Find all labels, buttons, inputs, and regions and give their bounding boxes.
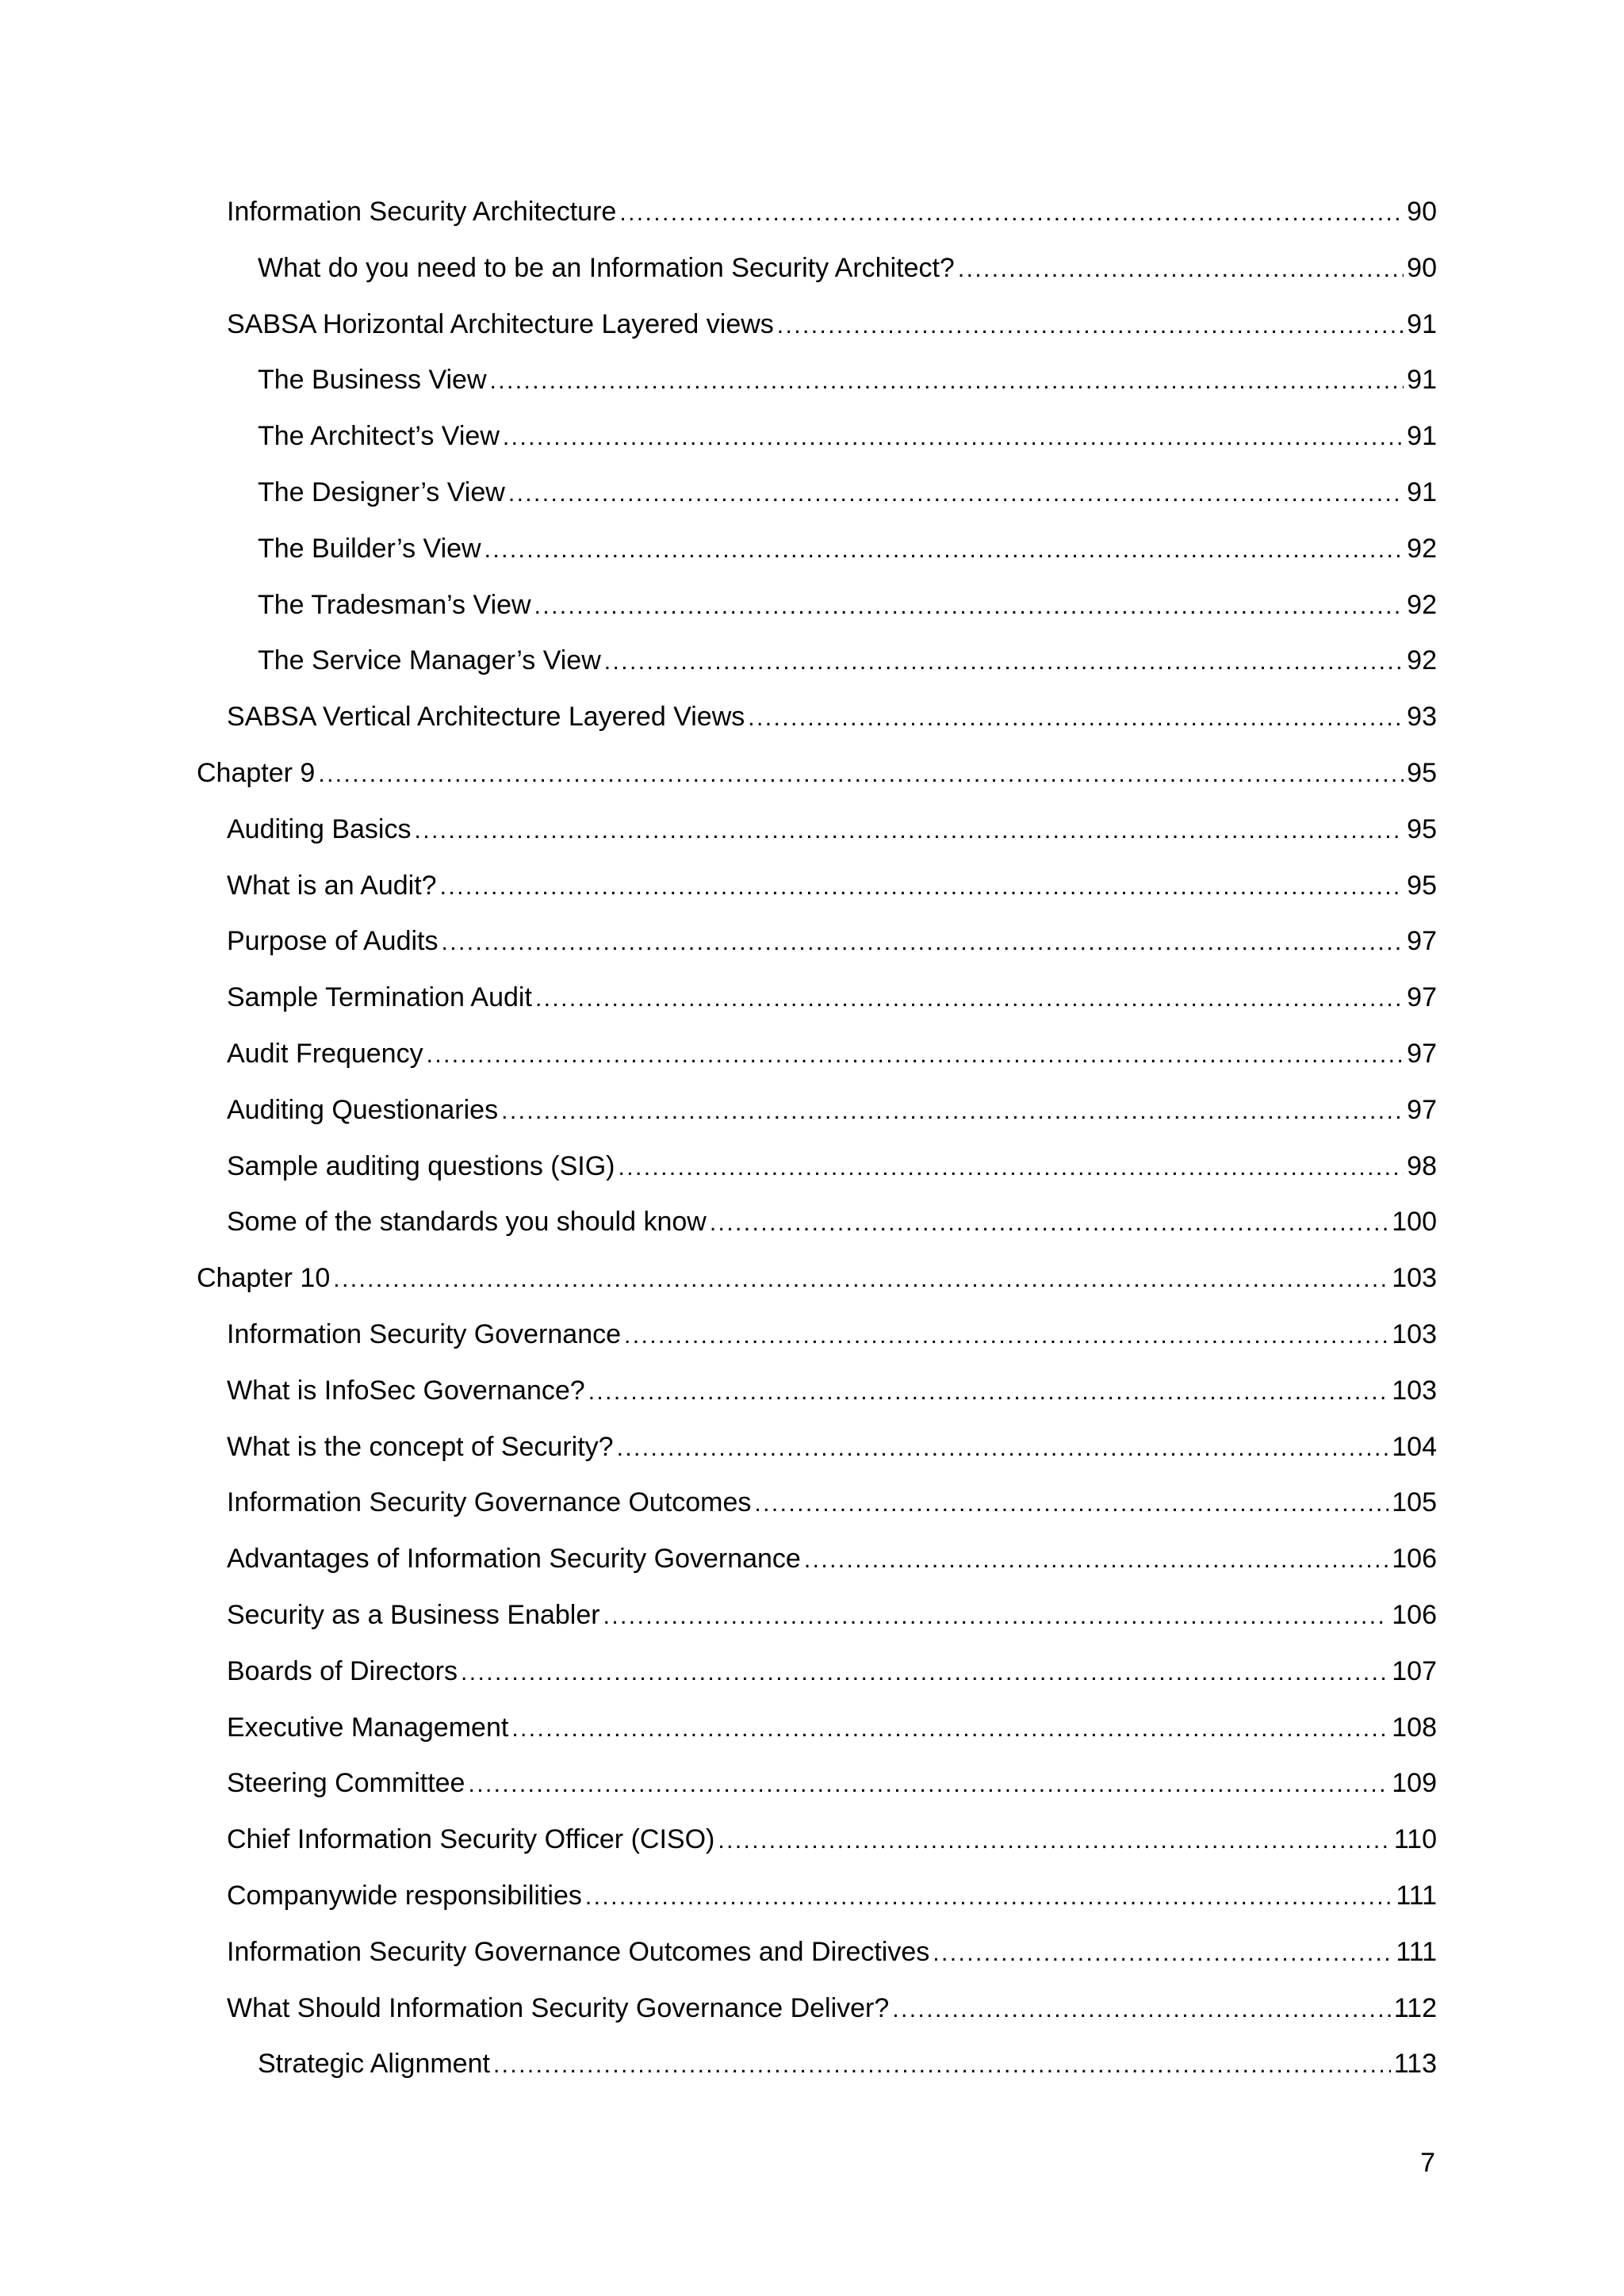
toc-entry[interactable] (197, 1766, 1437, 1822)
toc-entry-title: Sample Termination Audit (227, 982, 532, 1013)
toc-entry[interactable] (197, 1036, 1437, 1093)
toc-dot-leader (617, 1431, 1389, 1466)
toc-entry-title: The Business View (258, 365, 487, 396)
toc-entry-title: Companywide responsibilities (227, 1880, 582, 1911)
toc-entry-title: Auditing Basics (227, 813, 412, 844)
toc-dot-leader (618, 1150, 1404, 1185)
toc-entry-title: Information Security Governance (227, 1318, 622, 1349)
toc-dot-leader (933, 1936, 1392, 1971)
toc-dot-leader (503, 420, 1404, 455)
toc-entry-page-number: 92 (1407, 589, 1437, 620)
toc-entry[interactable] (197, 307, 1437, 363)
toc-entry-page-number: 91 (1407, 308, 1437, 339)
toc-entry-title: What Should Information Security Governance Deliver? (227, 1992, 890, 2023)
toc-entry-title: The Builder’s View (258, 533, 481, 564)
toc-entry-title: The Designer’s View (258, 476, 505, 507)
toc-entry[interactable] (197, 699, 1437, 756)
toc-dot-leader (318, 757, 1404, 792)
toc-entry[interactable] (197, 2046, 1437, 2103)
toc-entry-title: The Architect’s View (258, 421, 500, 452)
toc-dot-leader (535, 982, 1404, 1016)
toc-dot-leader (748, 701, 1404, 736)
toc-entry[interactable] (197, 1261, 1437, 1317)
toc-entry[interactable] (197, 1710, 1437, 1766)
toc-entry-page-number: 108 (1392, 1712, 1437, 1743)
toc-entry-page-number: 103 (1392, 1375, 1437, 1406)
toc-entry[interactable] (197, 1485, 1437, 1541)
toc-entry-page-number: 91 (1407, 365, 1437, 396)
toc-dot-leader (442, 925, 1404, 960)
toc-entry[interactable] (197, 1822, 1437, 1878)
toc-entry[interactable] (197, 1878, 1437, 1934)
toc-dot-leader (493, 2048, 1391, 2083)
toc-entry[interactable] (197, 1429, 1437, 1486)
toc-dot-leader (490, 364, 1404, 399)
toc-entry[interactable] (197, 643, 1437, 699)
toc-entry-title: Executive Management (227, 1712, 509, 1743)
toc-dot-leader (588, 1375, 1389, 1410)
toc-entry[interactable] (197, 475, 1437, 531)
toc-entry-title: Security as a Business Enabler (227, 1599, 600, 1630)
toc-entry-page-number: 92 (1407, 533, 1437, 564)
toc-entry-page-number: 97 (1407, 1094, 1437, 1125)
toc-dot-leader (718, 1823, 1390, 1858)
toc-dot-leader (777, 308, 1404, 343)
toc-entry-title: What is InfoSec Governance? (227, 1375, 585, 1406)
toc-entry-title: Chief Information Security Officer (CISO) (227, 1824, 715, 1855)
toc-entry-title: Chapter 10 (197, 1263, 331, 1294)
toc-entry[interactable] (197, 868, 1437, 924)
toc-entry[interactable] (197, 419, 1437, 475)
toc-entry-page-number: 97 (1407, 926, 1437, 957)
toc-entry-title: Advantages of Information Security Governance (227, 1544, 801, 1575)
toc-entry-page-number: 91 (1407, 476, 1437, 507)
toc-entry[interactable] (197, 1598, 1437, 1654)
toc-entry[interactable] (197, 531, 1437, 587)
toc-entry-page-number: 105 (1392, 1487, 1437, 1518)
toc-entry-title: Purpose of Audits (227, 926, 439, 957)
toc-entry-page-number: 100 (1392, 1207, 1437, 1238)
toc-entry-title: Some of the standards you should know (227, 1207, 707, 1238)
toc-entry-page-number: 106 (1392, 1599, 1437, 1630)
toc-entry-page-number: 95 (1407, 813, 1437, 844)
toc-entry-page-number: 95 (1407, 870, 1437, 901)
toc-entry[interactable] (197, 924, 1437, 980)
toc-dot-leader (508, 476, 1404, 511)
toc-entry-page-number: 90 (1407, 252, 1437, 283)
toc-entry[interactable] (197, 1149, 1437, 1205)
toc-entry-page-number: 103 (1392, 1318, 1437, 1349)
table-of-contents (197, 194, 1437, 2103)
toc-entry[interactable] (197, 980, 1437, 1036)
toc-entry[interactable] (197, 1934, 1437, 1991)
toc-entry-title: Information Security Architecture (227, 197, 617, 227)
toc-entry-title: Chapter 9 (197, 757, 316, 788)
toc-dot-leader (710, 1206, 1388, 1241)
toc-entry[interactable] (197, 1373, 1437, 1429)
toc-entry-page-number: 110 (1393, 1824, 1437, 1855)
toc-entry-page-number: 106 (1392, 1544, 1437, 1575)
toc-entry-page-number: 107 (1392, 1655, 1437, 1686)
toc-dot-leader (333, 1262, 1388, 1297)
toc-entry-page-number: 91 (1407, 421, 1437, 452)
toc-entry-page-number: 104 (1392, 1431, 1437, 1462)
toc-entry-title: The Tradesman’s View (258, 589, 531, 620)
toc-entry-title: What is an Audit? (227, 870, 437, 901)
toc-dot-leader (427, 1038, 1404, 1073)
toc-entry[interactable] (197, 1541, 1437, 1598)
page-number: 7 (1420, 2148, 1435, 2178)
toc-dot-leader (804, 1543, 1388, 1578)
toc-entry-title: Auditing Questionaries (227, 1094, 499, 1125)
toc-entry[interactable] (197, 251, 1437, 307)
toc-entry[interactable] (197, 587, 1437, 644)
toc-entry-page-number: 112 (1393, 1992, 1437, 2023)
toc-entry-title: What do you need to be an Information Security Architect? (258, 252, 955, 283)
toc-dot-leader (468, 1767, 1388, 1802)
toc-entry-title: Information Security Governance Outcomes (227, 1487, 752, 1518)
toc-entry[interactable] (197, 1093, 1437, 1149)
toc-entry-page-number: 98 (1407, 1150, 1437, 1181)
toc-entry-title: Audit Frequency (227, 1038, 423, 1069)
toc-entry-page-number: 111 (1396, 1880, 1437, 1911)
toc-dot-leader (511, 1712, 1388, 1747)
toc-entry[interactable] (197, 812, 1437, 868)
toc-entry-page-number: 90 (1407, 197, 1437, 227)
toc-entry-page-number: 109 (1392, 1768, 1437, 1799)
toc-dot-leader (604, 645, 1404, 679)
toc-entry-title: SABSA Horizontal Architecture Layered views (227, 308, 774, 339)
toc-entry[interactable] (197, 1317, 1437, 1373)
toc-dot-leader (624, 1318, 1388, 1353)
toc-dot-leader (754, 1487, 1388, 1521)
toc-dot-leader (958, 252, 1404, 287)
toc-dot-leader (534, 589, 1404, 624)
toc-entry[interactable] (197, 1991, 1437, 2047)
toc-entry-page-number: 93 (1407, 702, 1437, 733)
toc-dot-leader (603, 1599, 1389, 1634)
toc-dot-leader (585, 1880, 1392, 1915)
toc-entry-title: What is the concept of Security? (227, 1431, 614, 1462)
toc-entry-page-number: 95 (1407, 757, 1437, 788)
toc-entry-title: Information Security Governance Outcomes and Directives (227, 1936, 930, 1967)
toc-entry-page-number: 103 (1392, 1263, 1437, 1294)
toc-dot-leader (619, 196, 1404, 231)
toc-entry-title: Steering Committee (227, 1768, 465, 1799)
toc-entry-page-number: 92 (1407, 645, 1437, 676)
toc-entry-title: SABSA Vertical Architecture Layered Views (227, 702, 745, 733)
toc-dot-leader (501, 1094, 1404, 1129)
toc-entry-title: Sample auditing questions (SIG) (227, 1150, 615, 1181)
toc-entry[interactable] (197, 1654, 1437, 1710)
toc-entry-page-number: 111 (1396, 1936, 1437, 1967)
toc-entry-page-number: 113 (1393, 2049, 1437, 2080)
toc-entry-page-number: 97 (1407, 1038, 1437, 1069)
toc-dot-leader (440, 870, 1404, 905)
toc-entry-title: Strategic Alignment (258, 2049, 490, 2080)
toc-entry[interactable] (197, 756, 1437, 812)
toc-dot-leader (892, 1992, 1390, 2027)
toc-entry-title: Boards of Directors (227, 1655, 458, 1686)
toc-entry[interactable] (197, 194, 1437, 251)
toc-entry[interactable] (197, 1204, 1437, 1261)
toc-entry-page-number: 97 (1407, 982, 1437, 1013)
toc-dot-leader (414, 813, 1404, 848)
toc-entry[interactable] (197, 362, 1437, 419)
toc-dot-leader (461, 1655, 1388, 1690)
toc-dot-leader (485, 533, 1404, 568)
toc-entry-title: The Service Manager’s View (258, 645, 601, 676)
